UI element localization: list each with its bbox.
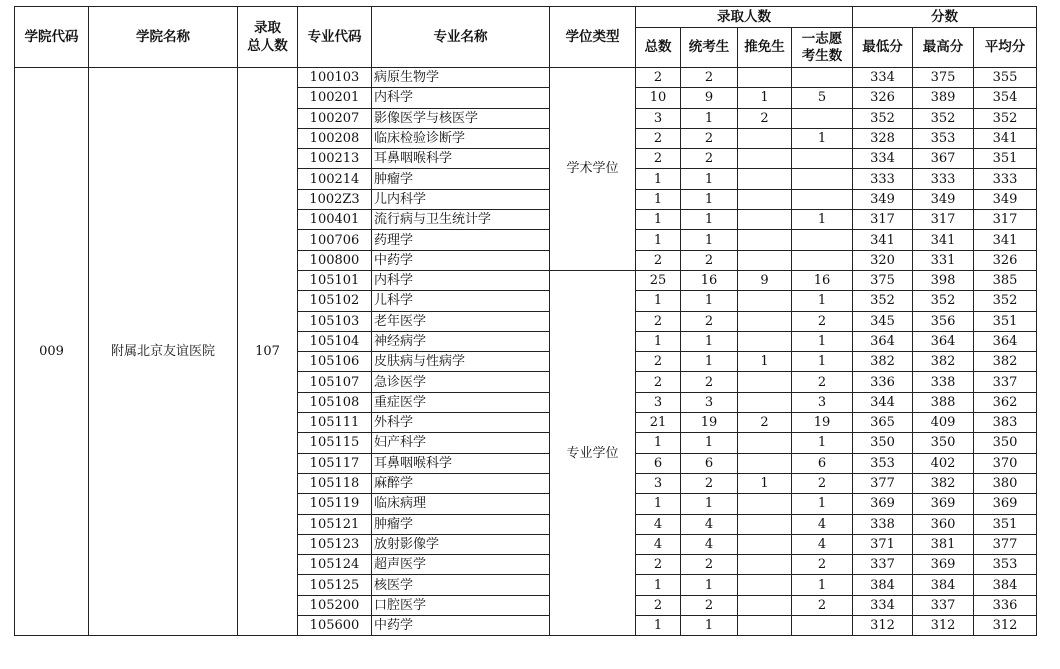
- major-code-cell: 100706: [298, 230, 372, 250]
- admitted-total-cell: 25: [636, 270, 681, 290]
- major-code-cell: 1002Z3: [298, 189, 372, 209]
- header-total: 总数: [636, 28, 681, 68]
- major-name-cell: 临床病理: [372, 494, 550, 514]
- recommended-cell: [738, 68, 792, 88]
- major-code-cell: 105123: [298, 534, 372, 554]
- admitted-total-cell: 1: [636, 169, 681, 189]
- major-code-cell: 105104: [298, 331, 372, 351]
- major-code-cell: 105108: [298, 392, 372, 412]
- admitted-total-cell: 6: [636, 453, 681, 473]
- college-name-cell: 附属北京友谊医院: [89, 68, 238, 636]
- recommended-cell: 1: [738, 473, 792, 493]
- major-name-cell: 肿瘤学: [372, 514, 550, 534]
- admitted-total-cell: 10: [636, 88, 681, 108]
- first-choice-cell: [792, 616, 853, 636]
- first-choice-cell: 2: [792, 372, 853, 392]
- min-score-cell: 338: [853, 514, 913, 534]
- recommended-cell: 9: [738, 270, 792, 290]
- min-score-cell: 364: [853, 331, 913, 351]
- first-choice-cell: 2: [792, 595, 853, 615]
- recommended-cell: [738, 331, 792, 351]
- major-name-cell: 病原生物学: [372, 68, 550, 88]
- min-score-cell: 317: [853, 210, 913, 230]
- first-choice-cell: [792, 230, 853, 250]
- avg-score-cell: 384: [974, 575, 1037, 595]
- major-name-cell: 流行病与卫生统计学: [372, 210, 550, 230]
- unified-exam-cell: 1: [681, 291, 738, 311]
- first-choice-cell: [792, 68, 853, 88]
- avg-score-cell: 349: [974, 189, 1037, 209]
- major-code-cell: 105117: [298, 453, 372, 473]
- college-total-cell: 107: [238, 68, 298, 636]
- first-choice-cell: [792, 108, 853, 128]
- min-score-cell: 349: [853, 189, 913, 209]
- admitted-total-cell: 2: [636, 372, 681, 392]
- recommended-cell: [738, 555, 792, 575]
- first-choice-cell: [792, 250, 853, 270]
- recommended-cell: [738, 453, 792, 473]
- first-choice-cell: 4: [792, 514, 853, 534]
- major-name-cell: 神经病学: [372, 331, 550, 351]
- header-college-name: 学院名称: [89, 7, 238, 68]
- first-choice-cell: 3: [792, 392, 853, 412]
- first-choice-cell: 6: [792, 453, 853, 473]
- max-score-cell: 398: [913, 270, 974, 290]
- recommended-cell: 1: [738, 88, 792, 108]
- unified-exam-cell: 1: [681, 189, 738, 209]
- min-score-cell: 337: [853, 555, 913, 575]
- max-score-cell: 337: [913, 595, 974, 615]
- max-score-cell: 375: [913, 68, 974, 88]
- major-name-cell: 皮肤病与性病学: [372, 352, 550, 372]
- max-score-cell: 333: [913, 169, 974, 189]
- unified-exam-cell: 2: [681, 473, 738, 493]
- min-score-cell: 352: [853, 291, 913, 311]
- avg-score-cell: 351: [974, 311, 1037, 331]
- unified-exam-cell: 19: [681, 413, 738, 433]
- header-major-code: 专业代码: [298, 7, 372, 68]
- degree-type-cell: 专业学位: [550, 270, 636, 635]
- table-row: [15, 68, 1037, 88]
- recommended-cell: [738, 311, 792, 331]
- admitted-total-cell: 2: [636, 352, 681, 372]
- first-choice-cell: 1: [792, 352, 853, 372]
- avg-score-cell: 354: [974, 88, 1037, 108]
- unified-exam-cell: 1: [681, 108, 738, 128]
- first-choice-cell: 2: [792, 555, 853, 575]
- major-code-cell: 105118: [298, 473, 372, 493]
- admitted-total-cell: 1: [636, 210, 681, 230]
- header-recommended: 推免生: [738, 28, 792, 68]
- avg-score-cell: 355: [974, 68, 1037, 88]
- max-score-cell: 350: [913, 433, 974, 453]
- admission-table: [14, 6, 1037, 636]
- avg-score-cell: 369: [974, 494, 1037, 514]
- avg-score-cell: 341: [974, 230, 1037, 250]
- major-name-cell: 儿科学: [372, 291, 550, 311]
- max-score-cell: 402: [913, 453, 974, 473]
- recommended-cell: [738, 230, 792, 250]
- unified-exam-cell: 1: [681, 352, 738, 372]
- first-choice-cell: 1: [792, 291, 853, 311]
- min-score-cell: 334: [853, 68, 913, 88]
- unified-exam-cell: 3: [681, 392, 738, 412]
- admitted-total-cell: 2: [636, 250, 681, 270]
- avg-score-cell: 380: [974, 473, 1037, 493]
- major-name-cell: 超声医学: [372, 555, 550, 575]
- unified-exam-cell: 4: [681, 534, 738, 554]
- unified-exam-cell: 1: [681, 210, 738, 230]
- unified-exam-cell: 4: [681, 514, 738, 534]
- recommended-cell: 2: [738, 108, 792, 128]
- avg-score-cell: 352: [974, 108, 1037, 128]
- admitted-total-cell: 2: [636, 311, 681, 331]
- major-name-cell: 急诊医学: [372, 372, 550, 392]
- first-choice-cell: 2: [792, 473, 853, 493]
- first-choice-cell: 1: [792, 433, 853, 453]
- max-score-cell: 384: [913, 575, 974, 595]
- avg-score-cell: 326: [974, 250, 1037, 270]
- admitted-total-cell: 3: [636, 108, 681, 128]
- recommended-cell: [738, 595, 792, 615]
- admitted-total-cell: 2: [636, 149, 681, 169]
- major-code-cell: 100401: [298, 210, 372, 230]
- recommended-cell: [738, 514, 792, 534]
- first-choice-cell: 1: [792, 331, 853, 351]
- admitted-total-cell: 2: [636, 595, 681, 615]
- max-score-cell: 360: [913, 514, 974, 534]
- max-score-cell: 382: [913, 352, 974, 372]
- recommended-cell: [738, 494, 792, 514]
- recommended-cell: 1: [738, 352, 792, 372]
- recommended-cell: [738, 433, 792, 453]
- header-admitted-group: 录取人数: [636, 7, 853, 28]
- avg-score-cell: 377: [974, 534, 1037, 554]
- min-score-cell: 341: [853, 230, 913, 250]
- avg-score-cell: 351: [974, 149, 1037, 169]
- admitted-total-cell: 2: [636, 555, 681, 575]
- unified-exam-cell: 1: [681, 433, 738, 453]
- max-score-cell: 382: [913, 473, 974, 493]
- major-code-cell: 105600: [298, 616, 372, 636]
- major-code-cell: 105200: [298, 595, 372, 615]
- min-score-cell: 328: [853, 128, 913, 148]
- max-score-cell: 341: [913, 230, 974, 250]
- recommended-cell: [738, 372, 792, 392]
- min-score-cell: 350: [853, 433, 913, 453]
- unified-exam-cell: 2: [681, 128, 738, 148]
- unified-exam-cell: 2: [681, 372, 738, 392]
- admitted-total-cell: 3: [636, 392, 681, 412]
- max-score-cell: 317: [913, 210, 974, 230]
- max-score-cell: 389: [913, 88, 974, 108]
- avg-score-cell: 351: [974, 514, 1037, 534]
- avg-score-cell: 382: [974, 352, 1037, 372]
- unified-exam-cell: 2: [681, 595, 738, 615]
- min-score-cell: 352: [853, 108, 913, 128]
- recommended-cell: [738, 128, 792, 148]
- unified-exam-cell: 2: [681, 250, 738, 270]
- first-choice-cell: [792, 169, 853, 189]
- major-code-cell: 100800: [298, 250, 372, 270]
- avg-score-cell: 352: [974, 291, 1037, 311]
- admitted-total-cell: 1: [636, 494, 681, 514]
- header-unified: 统考生: [681, 28, 738, 68]
- max-score-cell: 312: [913, 616, 974, 636]
- major-code-cell: 100208: [298, 128, 372, 148]
- header-min-score: 最低分: [853, 28, 913, 68]
- unified-exam-cell: 2: [681, 555, 738, 575]
- first-choice-cell: 1: [792, 210, 853, 230]
- admitted-total-cell: 1: [636, 291, 681, 311]
- min-score-cell: 334: [853, 149, 913, 169]
- max-score-cell: 352: [913, 108, 974, 128]
- admitted-total-cell: 4: [636, 514, 681, 534]
- recommended-cell: [738, 392, 792, 412]
- major-code-cell: 105115: [298, 433, 372, 453]
- avg-score-cell: 333: [974, 169, 1037, 189]
- avg-score-cell: 341: [974, 128, 1037, 148]
- major-name-cell: 影像医学与核医学: [372, 108, 550, 128]
- unified-exam-cell: 1: [681, 575, 738, 595]
- table-body: [15, 68, 1037, 636]
- first-choice-cell: 1: [792, 494, 853, 514]
- avg-score-cell: 336: [974, 595, 1037, 615]
- admitted-total-cell: 2: [636, 128, 681, 148]
- major-name-cell: 内科学: [372, 88, 550, 108]
- min-score-cell: 326: [853, 88, 913, 108]
- unified-exam-cell: 6: [681, 453, 738, 473]
- recommended-cell: [738, 575, 792, 595]
- major-code-cell: 105121: [298, 514, 372, 534]
- admitted-total-cell: 3: [636, 473, 681, 493]
- min-score-cell: 375: [853, 270, 913, 290]
- first-choice-cell: 16: [792, 270, 853, 290]
- min-score-cell: 320: [853, 250, 913, 270]
- unified-exam-cell: 1: [681, 494, 738, 514]
- major-name-cell: 肿瘤学: [372, 169, 550, 189]
- major-code-cell: 105125: [298, 575, 372, 595]
- max-score-cell: 367: [913, 149, 974, 169]
- avg-score-cell: 362: [974, 392, 1037, 412]
- max-score-cell: 331: [913, 250, 974, 270]
- min-score-cell: 336: [853, 372, 913, 392]
- first-choice-cell: 19: [792, 413, 853, 433]
- header-score-group: 分数: [853, 7, 1037, 28]
- first-choice-cell: 1: [792, 575, 853, 595]
- major-code-cell: 105101: [298, 270, 372, 290]
- header-total-admitted: 录取 总人数: [238, 7, 298, 68]
- major-code-cell: 105102: [298, 291, 372, 311]
- max-score-cell: 352: [913, 291, 974, 311]
- max-score-cell: 356: [913, 311, 974, 331]
- major-code-cell: 100103: [298, 68, 372, 88]
- recommended-cell: [738, 616, 792, 636]
- min-score-cell: 371: [853, 534, 913, 554]
- max-score-cell: 353: [913, 128, 974, 148]
- avg-score-cell: 317: [974, 210, 1037, 230]
- avg-score-cell: 370: [974, 453, 1037, 473]
- admitted-total-cell: 21: [636, 413, 681, 433]
- admitted-total-cell: 2: [636, 68, 681, 88]
- unified-exam-cell: 1: [681, 169, 738, 189]
- min-score-cell: 345: [853, 311, 913, 331]
- unified-exam-cell: 2: [681, 311, 738, 331]
- header-degree-type: 学位类型: [550, 7, 636, 68]
- avg-score-cell: 364: [974, 331, 1037, 351]
- major-code-cell: 105119: [298, 494, 372, 514]
- header-first-choice: 一志愿 考生数: [792, 28, 853, 68]
- major-name-cell: 外科学: [372, 413, 550, 433]
- first-choice-cell: 4: [792, 534, 853, 554]
- avg-score-cell: 385: [974, 270, 1037, 290]
- max-score-cell: 381: [913, 534, 974, 554]
- min-score-cell: 333: [853, 169, 913, 189]
- min-score-cell: 369: [853, 494, 913, 514]
- recommended-cell: [738, 189, 792, 209]
- major-code-cell: 100214: [298, 169, 372, 189]
- admitted-total-cell: 1: [636, 230, 681, 250]
- min-score-cell: 384: [853, 575, 913, 595]
- major-code-cell: 105107: [298, 372, 372, 392]
- major-name-cell: 麻醉学: [372, 473, 550, 493]
- max-score-cell: 349: [913, 189, 974, 209]
- recommended-cell: [738, 534, 792, 554]
- college-code-cell: 009: [15, 68, 89, 636]
- min-score-cell: 334: [853, 595, 913, 615]
- unified-exam-cell: 1: [681, 331, 738, 351]
- header-major-name: 专业名称: [372, 7, 550, 68]
- major-code-cell: 105111: [298, 413, 372, 433]
- major-code-cell: 105106: [298, 352, 372, 372]
- unified-exam-cell: 16: [681, 270, 738, 290]
- max-score-cell: 364: [913, 331, 974, 351]
- first-choice-cell: 5: [792, 88, 853, 108]
- header-avg-score: 平均分: [974, 28, 1037, 68]
- admitted-total-cell: 1: [636, 189, 681, 209]
- major-name-cell: 内科学: [372, 270, 550, 290]
- header-max-score: 最高分: [913, 28, 974, 68]
- admitted-total-cell: 1: [636, 433, 681, 453]
- first-choice-cell: 1: [792, 128, 853, 148]
- major-code-cell: 105124: [298, 555, 372, 575]
- max-score-cell: 369: [913, 494, 974, 514]
- degree-type-cell: 学术学位: [550, 68, 636, 271]
- avg-score-cell: 383: [974, 413, 1037, 433]
- major-name-cell: 耳鼻咽喉科学: [372, 453, 550, 473]
- unified-exam-cell: 2: [681, 68, 738, 88]
- major-code-cell: 105103: [298, 311, 372, 331]
- recommended-cell: [738, 210, 792, 230]
- recommended-cell: [738, 250, 792, 270]
- major-name-cell: 口腔医学: [372, 595, 550, 615]
- min-score-cell: 312: [853, 616, 913, 636]
- first-choice-cell: [792, 149, 853, 169]
- recommended-cell: [738, 291, 792, 311]
- major-name-cell: 核医学: [372, 575, 550, 595]
- avg-score-cell: 353: [974, 555, 1037, 575]
- avg-score-cell: 350: [974, 433, 1037, 453]
- admitted-total-cell: 4: [636, 534, 681, 554]
- recommended-cell: [738, 149, 792, 169]
- major-code-cell: 100201: [298, 88, 372, 108]
- major-name-cell: 老年医学: [372, 311, 550, 331]
- first-choice-cell: 2: [792, 311, 853, 331]
- max-score-cell: 409: [913, 413, 974, 433]
- unified-exam-cell: 2: [681, 149, 738, 169]
- major-name-cell: 药理学: [372, 230, 550, 250]
- avg-score-cell: 312: [974, 616, 1037, 636]
- recommended-cell: 2: [738, 413, 792, 433]
- max-score-cell: 388: [913, 392, 974, 412]
- major-name-cell: 临床检验诊断学: [372, 128, 550, 148]
- major-code-cell: 100213: [298, 149, 372, 169]
- major-name-cell: 耳鼻咽喉科学: [372, 149, 550, 169]
- recommended-cell: [738, 169, 792, 189]
- admitted-total-cell: 1: [636, 575, 681, 595]
- admitted-total-cell: 1: [636, 331, 681, 351]
- admitted-total-cell: 1: [636, 616, 681, 636]
- major-name-cell: 放射影像学: [372, 534, 550, 554]
- first-choice-cell: [792, 189, 853, 209]
- major-name-cell: 中药学: [372, 616, 550, 636]
- major-name-cell: 妇产科学: [372, 433, 550, 453]
- min-score-cell: 377: [853, 473, 913, 493]
- unified-exam-cell: 9: [681, 88, 738, 108]
- min-score-cell: 365: [853, 413, 913, 433]
- min-score-cell: 382: [853, 352, 913, 372]
- unified-exam-cell: 1: [681, 230, 738, 250]
- major-name-cell: 儿内科学: [372, 189, 550, 209]
- min-score-cell: 353: [853, 453, 913, 473]
- min-score-cell: 344: [853, 392, 913, 412]
- major-name-cell: 重症医学: [372, 392, 550, 412]
- max-score-cell: 338: [913, 372, 974, 392]
- max-score-cell: 369: [913, 555, 974, 575]
- major-code-cell: 100207: [298, 108, 372, 128]
- unified-exam-cell: 1: [681, 616, 738, 636]
- header-college-code: 学院代码: [15, 7, 89, 68]
- avg-score-cell: 337: [974, 372, 1037, 392]
- major-name-cell: 中药学: [372, 250, 550, 270]
